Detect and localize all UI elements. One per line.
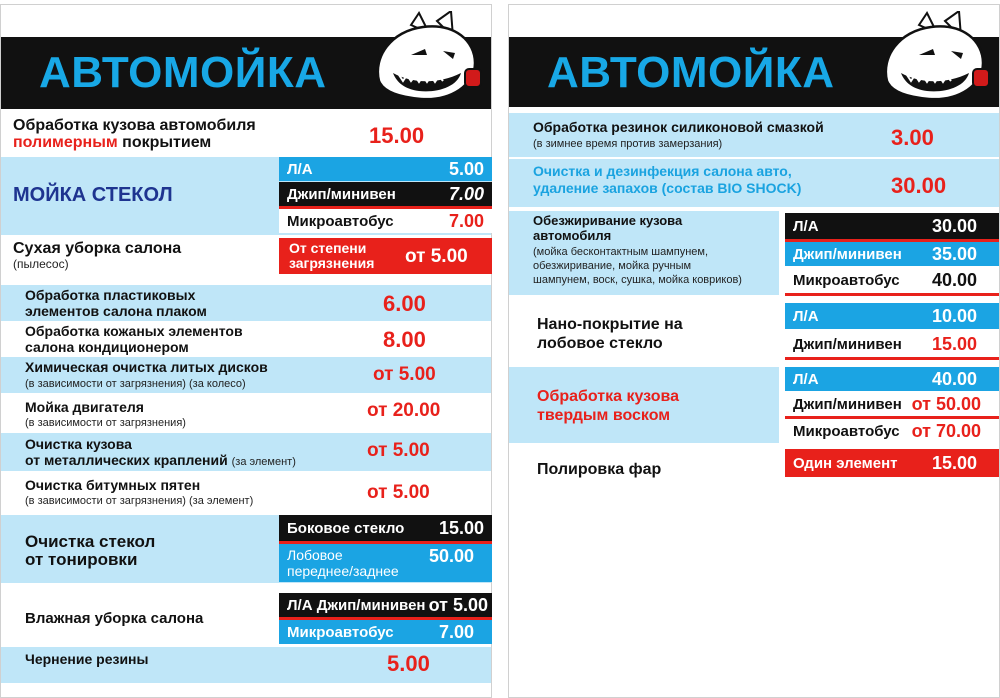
dry-title: Сухая уборка салона	[13, 240, 182, 257]
disinfect-line1: Очистка и дезинфекция салона авто,	[533, 163, 792, 179]
bitumen-price: от 5.00	[367, 482, 430, 503]
wet-row-2	[279, 620, 492, 644]
plastic-line1: Обработка пластиковых	[25, 287, 196, 303]
degrease-row-la	[785, 213, 999, 239]
polymer-rest: покрытием	[117, 134, 212, 151]
wax-row-value: от 70.00	[911, 420, 981, 441]
degrease-sub	[533, 245, 742, 287]
nano-row-value: 10.00	[931, 305, 977, 326]
wet-row-1	[279, 593, 492, 617]
tint-line1: Очистка стекол	[25, 532, 156, 551]
tint-front-label-1: Лобовое	[287, 547, 343, 563]
wax-row-label: Джип/минивен	[793, 395, 902, 413]
plastic-price: 6.00	[383, 291, 426, 316]
leather-line1: Обработка кожаных элементов	[25, 323, 243, 339]
wet-row-label: Микроавтобус	[287, 623, 394, 641]
dry-sub: (пылесос)	[13, 257, 69, 271]
bitumen-title: Очистка битумных пятен	[25, 477, 201, 493]
polymer-line1: Обработка кузова автомобиля	[13, 117, 256, 134]
glass-row-value: 7.00	[448, 210, 484, 231]
divider	[785, 293, 999, 296]
wax-row-bus	[785, 419, 999, 443]
tint-front-row	[279, 544, 492, 582]
metal-line1: Очистка кузова	[25, 436, 132, 452]
glass-row-value: 5.00	[448, 158, 484, 179]
dry-box-label-1: От степени	[289, 240, 367, 256]
tint-line2: от тонировки	[25, 550, 138, 569]
metal-sub: (за элемент)	[231, 456, 296, 468]
glass-row-label: Л/А	[287, 160, 313, 178]
headlights-title: Полировка фар	[537, 461, 662, 478]
nano-line2: лобовое стекло	[537, 335, 663, 352]
polymer-price: 15.00	[369, 123, 425, 148]
wax-row-value: 40.00	[931, 368, 977, 389]
left-title: АВТОМОЙКА	[39, 48, 327, 97]
plastic-title	[25, 287, 207, 319]
rubber-title: Обработка резинок силиконовой смазкой	[533, 119, 824, 135]
nano-row-label: Джип/минивен	[793, 335, 902, 353]
metal-line2: от металлических краплений	[25, 452, 228, 468]
glass-row-label: Джип/минивен	[287, 185, 396, 203]
disinfect-price: 30.00	[891, 173, 947, 198]
degrease-row-jeep	[785, 242, 999, 266]
wet-title: Влажная уборка салона	[25, 610, 204, 627]
wax-row-jeep	[785, 392, 999, 416]
rubber-price: 3.00	[891, 125, 934, 150]
engine-title: Мойка двигателя	[25, 399, 144, 415]
degrease-row-value: 40.00	[931, 269, 977, 290]
dry-price-box	[279, 238, 492, 274]
dry-box-value: от 5.00	[405, 246, 468, 267]
wet-row-label: Л/А Джип/минивен	[287, 596, 426, 614]
nano-row-jeep	[785, 331, 999, 357]
degrease-row-label: Л/А	[793, 217, 819, 235]
leather-line2: салона кондиционером	[25, 339, 189, 355]
glass-title: МОЙКА СТЕКОЛ	[13, 184, 173, 206]
wax-row-value: от 50.00	[911, 393, 981, 414]
left-price-panel	[0, 4, 492, 698]
tint-front-value: 50.00	[429, 546, 475, 566]
polymer-highlight: полимерным	[13, 134, 118, 151]
wet-row-value: от 5.00	[428, 594, 488, 615]
engine-price: от 20.00	[367, 400, 441, 421]
nano-row-la	[785, 303, 999, 329]
dry-box-label	[289, 241, 374, 271]
degrease-line1: Обезжиривание кузова	[533, 213, 683, 228]
headlights-box-value: 15.00	[931, 452, 977, 473]
wax-row-label: Л/А	[793, 370, 819, 388]
glass-row-jeep	[279, 182, 492, 206]
tint-side-row	[279, 515, 492, 541]
degrease-sub1: (мойка бесконтактным шампунем,	[533, 246, 709, 258]
degrease-title	[533, 213, 682, 243]
discs-sub: (в зависимости от загрязнения) (за колесо)	[25, 378, 246, 390]
degrease-row-label: Микроавтобус	[793, 271, 900, 289]
wet-row-value: 7.00	[438, 621, 474, 642]
plastic-line2: элементов салона плаком	[25, 303, 207, 319]
degrease-row-label: Джип/минивен	[793, 245, 902, 263]
polymer-title	[13, 117, 256, 151]
tint-side-label: Боковое стекло	[287, 519, 405, 537]
degrease-row-bus	[785, 267, 999, 293]
engine-sub: (в зависимости от загрязнения)	[25, 417, 186, 429]
leather-price: 8.00	[383, 327, 426, 352]
tint-front-label	[287, 547, 399, 579]
glass-row-value: 7.00	[448, 183, 484, 204]
degrease-row-value: 35.00	[931, 243, 977, 264]
tint-side-value: 15.00	[438, 517, 484, 538]
wax-line2: твердым воском	[537, 407, 671, 424]
nano-row-value: 15.00	[931, 333, 977, 354]
degrease-sub3: шампунем, воск, сушка, мойка ковриков)	[533, 274, 742, 286]
wax-line1: Обработка кузова	[537, 388, 679, 405]
degrease-row-value: 30.00	[931, 215, 977, 236]
dog-mascot-icon	[371, 11, 489, 107]
nano-title	[537, 315, 683, 353]
nano-row-label: Л/А	[793, 307, 819, 325]
bitumen-sub: (в зависимости от загрязнения) (за элемент)	[25, 495, 254, 507]
glass-row-la	[279, 157, 492, 181]
dog-mascot-icon	[879, 11, 997, 107]
tint-front-label-2: переднее/заднее	[287, 563, 399, 579]
discs-title: Химическая очистка литых дисков	[25, 359, 268, 375]
metal-title	[25, 436, 296, 469]
glass-row-bus	[279, 209, 492, 233]
degrease-sub2: обезжиривание, мойка ручным	[533, 260, 692, 272]
dry-box-label-2: загрязнения	[289, 255, 375, 271]
wax-row-label: Микроавтобус	[793, 422, 900, 440]
wax-title	[537, 387, 679, 425]
degrease-line2: автомобиля	[533, 228, 612, 243]
discs-price: от 5.00	[373, 364, 436, 385]
metal-price: от 5.00	[367, 440, 430, 461]
disinfect-line2: удаление запахов (состав BIO SHOCK)	[533, 180, 802, 196]
right-price-panel	[508, 4, 1000, 698]
tires-price: 5.00	[387, 651, 430, 676]
right-title: АВТОМОЙКА	[547, 48, 835, 97]
glass-row-label: Микроавтобус	[287, 212, 394, 230]
tint-title	[25, 533, 155, 569]
tires-title: Чернение резины	[25, 651, 149, 667]
leather-title	[25, 323, 243, 355]
nano-line1: Нано-покрытие на	[537, 316, 683, 333]
wax-row-la	[785, 367, 999, 391]
disinfect-title	[533, 163, 801, 197]
rubber-sub: (в зимнее время против замерзания)	[533, 138, 723, 150]
divider	[785, 357, 999, 360]
headlights-box	[785, 449, 999, 477]
headlights-box-label: Один элемент	[793, 454, 898, 472]
